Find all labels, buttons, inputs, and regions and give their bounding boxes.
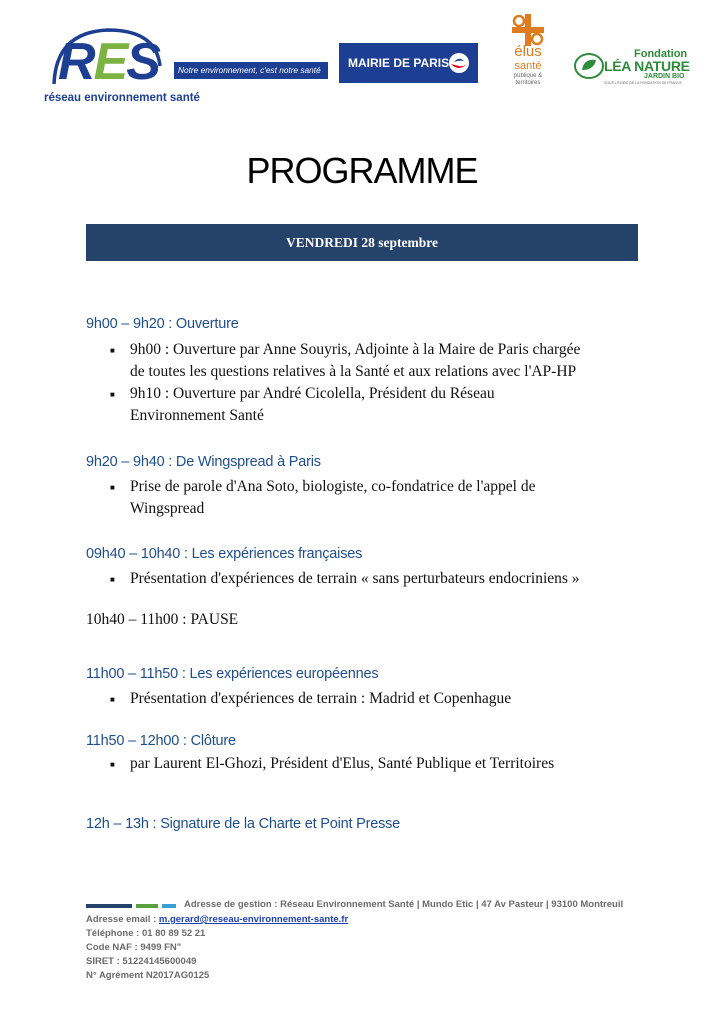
bullet-icon: ■ xyxy=(110,575,115,584)
mairie-de-paris-logo xyxy=(339,43,478,83)
lea-nature-logo xyxy=(574,48,692,86)
res-logo-letters: RES xyxy=(58,33,159,91)
list-item: Prise de parole d'Ana Soto, biologiste, co-fondatrice de l'appel de Wingspread xyxy=(130,478,536,517)
elus-cross-icon xyxy=(512,14,544,46)
footer-email xyxy=(86,914,348,925)
footer-agrement: N° Agrément N2017AG0125 xyxy=(86,970,210,981)
footer-address: Adresse de gestion : Réseau Environnement Santé | Mundo Etic | 47 Av Pasteur | 93100 Montreuil xyxy=(184,899,624,910)
res-logo xyxy=(44,26,200,110)
bullet-icon: ■ xyxy=(110,346,115,355)
elus-line2: santé xyxy=(514,60,542,72)
footer-siret: SIRET : 51224145600049 xyxy=(86,956,197,967)
res-logo-subtitle: réseau environnement santé xyxy=(44,92,200,104)
list-item: Présentation d'expériences de terrain : Madrid et Copenhague xyxy=(130,690,512,707)
elus-line1: élus xyxy=(514,43,542,60)
email-link[interactable]: m.gerard@reseau-environnement-sante.fr xyxy=(158,914,349,925)
elus-line4: territoires xyxy=(515,80,541,86)
footer-phone: Téléphone : 01 80 89 52 21 xyxy=(86,928,206,939)
list-item: 9h00 : Ouverture par Anne Souyris, Adjointe à la Maire de Paris chargée de toutes les questions relatives à la Santé et aux relations avec l'AP-HP xyxy=(130,341,581,380)
footer-bar-blue xyxy=(162,904,176,908)
bullet-icon: ■ xyxy=(110,695,115,704)
elus-line3: publique & xyxy=(513,73,543,79)
lea-leaf-icon xyxy=(574,52,604,80)
section-heading-wingspread: 9h20 – 9h40 : De Wingspread à Paris xyxy=(86,454,321,470)
lea-line4: SOUS L'ÉGIDE DE LA FONDATION DE FRANCE xyxy=(604,81,682,85)
list-item: par Laurent El-Ghozi, Président d'Elus, Santé Publique et Territoires xyxy=(130,755,555,772)
footer-bar-green xyxy=(136,904,158,908)
pause-line: 10h40 – 11h00 : PAUSE xyxy=(86,611,239,628)
lea-line2: LÉA NATURE xyxy=(604,58,690,74)
footer-naf: Code NAF : 9499 FN" xyxy=(86,942,182,953)
section-heading-signature: 12h – 13h : Signature de la Charte et Point Presse xyxy=(86,816,401,832)
list-item: 9h10 : Ouverture par André Cicolella, Président du Réseau Environnement Santé xyxy=(130,385,495,424)
page-title: PROGRAMME xyxy=(246,150,478,191)
elus-sante-logo xyxy=(504,14,552,94)
section-heading-francaises: 09h40 – 10h40 : Les expériences françaises xyxy=(86,546,363,562)
footer-bar-navy xyxy=(86,904,132,908)
section-heading-ouverture: 9h00 – 9h20 : Ouverture xyxy=(86,316,239,332)
footer-email-label: Adresse email : xyxy=(86,914,159,925)
section-heading-cloture: 11h50 – 12h00 : Clôture xyxy=(86,733,236,749)
bullet-icon: ■ xyxy=(110,760,115,769)
section-heading-europeennes: 11h00 – 11h50 : Les expériences européennes xyxy=(86,666,379,682)
paris-ship-icon xyxy=(448,52,470,74)
bullet-icon: ■ xyxy=(110,483,115,492)
lea-line1: Fondation xyxy=(634,48,688,60)
lea-line3: JARDIN BIO xyxy=(644,73,685,80)
slogan-banner: Notre environnement, c'est notre santé xyxy=(174,62,328,79)
bullet-icon: ■ xyxy=(110,390,115,399)
list-item: Présentation d'expériences de terrain « sans perturbateurs endocriniens » xyxy=(130,570,580,587)
mairie-label: MAIRIE DE PARIS xyxy=(348,56,450,70)
date-bar: VENDREDI 28 septembre xyxy=(86,224,638,261)
